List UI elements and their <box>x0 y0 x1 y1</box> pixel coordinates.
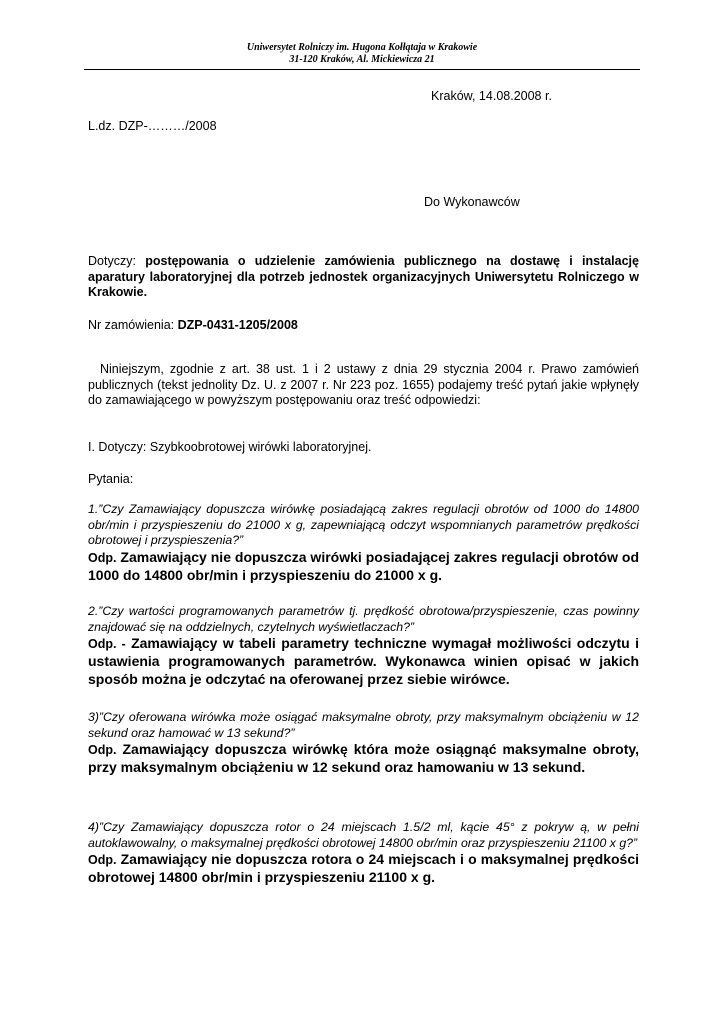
answer-1-label: Odp. <box>88 550 117 565</box>
question-4: 4)”Czy Zamawiający dopuszcza rotor o 24 miejscach 1.5/2 ml, kącie 45° z pokryw ą, w pełni autoklawowalny, o maksymalnej prędkości obrotowej 14800 obr/min oraz przyspieszeniu 21100 x g?” <box>88 820 639 850</box>
answer-3 <box>88 741 639 777</box>
subject-text: postępowania o udzielenie zamówienia publicznego na dostawę i instalację aparatury laboratoryjnej dla potrzeb jednostek organizacyjnych Uniwersytetu Rolniczego w Krakowie <box>88 254 639 299</box>
intro-paragraph: Niniejszym, zgodnie z art. 38 ust. 1 i 2 ustawy z dnia 29 stycznia 2004 r. Prawo zamówień publicznych (tekst jednolity Dz. U. z 2007 r. Nr 223 poz. 1655) podajemy treść pytań jakie wpłynęły do zamawiającego w powyższym postępowaniu oraz treść odpowiedzi: <box>88 362 639 407</box>
letterhead <box>84 42 640 66</box>
answer-3-label: Odp. <box>88 743 117 757</box>
reference-number: L.dz. DZP-………/2008 <box>88 119 217 133</box>
question-1: 1.”Czy Zamawiający dopuszcza wirówkę posiadającą zakres regulacji obrotów od 1000 do 14800 obr/min i przyspieszeniu do 21000 x g, zapewniającą odczyt wspomnianych parametrów prędkości obrotowej i przyspieszenia?” <box>88 502 639 547</box>
answer-2-text: Zamawiający w tabeli parametry techniczne wymagał możliwości odczytu i ustawienia programowanych parametrów. Wykonawca winien opisać w jakich sposób można je odczytać na oferowanej przez siebie wirówce. <box>88 635 639 687</box>
subject-label: Dotyczy: <box>88 254 136 268</box>
order-number-line <box>88 318 639 334</box>
order-number: DZP-0431-1205/2008 <box>177 318 298 332</box>
subject-paragraph: Dotyczy: postępowania o udzielenie zamówienia publicznego na dostawę i instalację aparatury laboratoryjnej dla potrzeb jednostek organizacyjnych Uniwersytetu Rolniczego w Krakowie. <box>88 254 639 299</box>
answer-1-text: Zamawiający nie dopuszcza wirówki posiadającej zakres regulacji obrotów od 1000 do 14800 obr/min i przyspieszeniu do 21000 x g. <box>88 548 640 583</box>
question-2: 2.”Czy wartości programowanych parametrów tj. prędkość obrotowa/przyspieszenie, czas powinny znajdować się na oddzielnych, czytelnych wyświetlaczach?” <box>88 604 639 634</box>
letter-date: Kraków, 14.08.2008 r. <box>431 89 552 103</box>
answer-3-text: Zamawiający dopuszcza wirówkę która może osiągnąć maksymalne obroty, przy maksymalnym obciążeniu w 12 sekund oraz hamowaniu w 13 sekund. <box>88 741 640 776</box>
order-label: Nr zamówienia: <box>88 318 175 332</box>
questions-label: Pytania: <box>88 472 134 486</box>
qa-item-4 <box>88 820 639 887</box>
answer-2 <box>88 635 639 688</box>
letterhead-university: Uniwersytet Rolniczy im. Hugona Kołłątaja w Krakowie <box>246 42 478 53</box>
qa-item-1 <box>88 502 639 584</box>
answer-4 <box>88 851 639 887</box>
answer-4-label: Odp. <box>88 853 117 867</box>
answer-4-text: Zamawiający nie dopuszcza rotora o 24 miejscach i o maksymalnej prędkości obrotowej 14800 obr/min i przyspieszeniu 21100 x g. <box>88 851 639 886</box>
letterhead-address: 31-120 Kraków, Al. Mickiewicza 21 <box>289 54 435 65</box>
qa-item-2 <box>88 604 639 688</box>
section-title: I. Dotyczy: Szybkoobrotowej wirówki laboratoryjnej. <box>88 440 372 454</box>
answer-1 <box>88 549 639 585</box>
question-3: 3)”Czy oferowana wirówka może osiągać maksymalne obroty, przy maksymalnym obciążeniu w 12 sekund oraz hamować w 13 sekund?” <box>88 710 639 740</box>
qa-item-3 <box>88 710 639 777</box>
recipient: Do Wykonawców <box>424 195 520 209</box>
header-divider <box>84 69 640 70</box>
answer-2-label: Odp. - <box>88 637 126 651</box>
